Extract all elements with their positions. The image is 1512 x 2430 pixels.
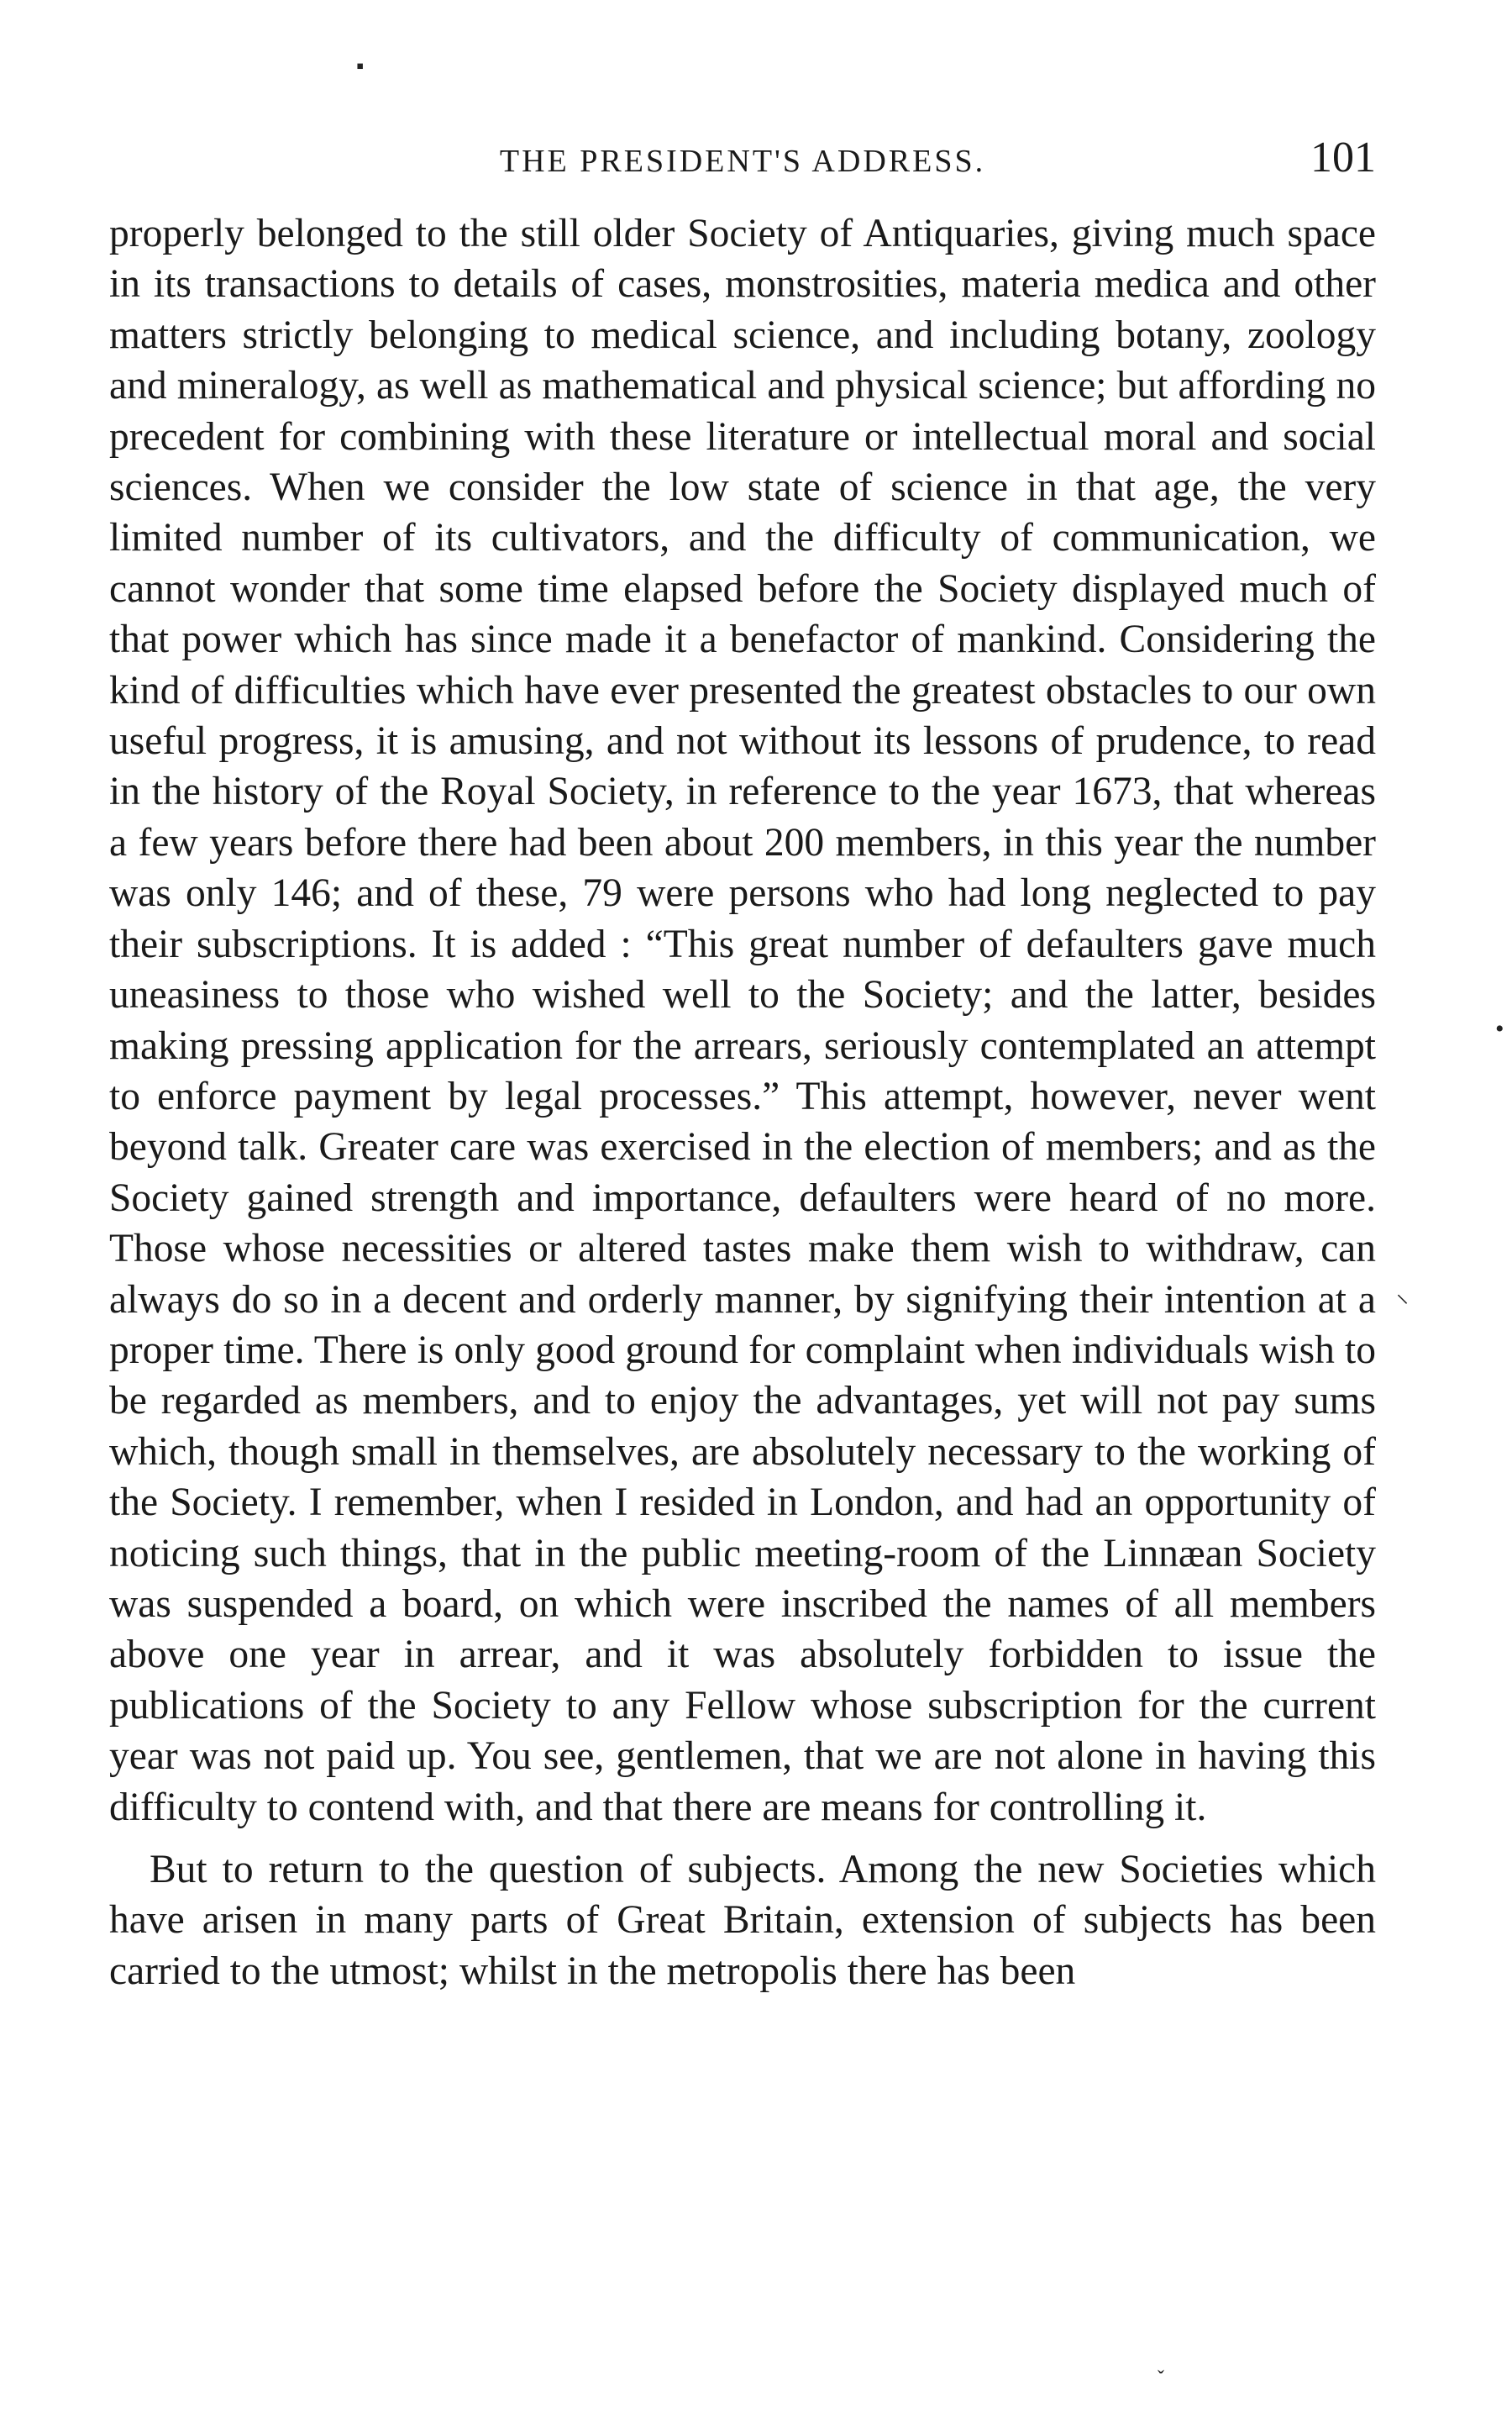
margin-tick-mark: ⸌ — [1396, 1291, 1409, 1318]
paragraph: properly belonged to the still older Society of Antiquaries, giving much space in its transactions to details of cases, monstrosities, materia medica and other matters strictly belonging to medical science, and including botany, zoology and mineralogy, as well as mathematical and physical science; but affording no precedent for combining with these literature or intellectual moral and social sciences. When we consider the low state of science in that age, the very limited number of its cultivators, and the difficulty of communication, we cannot wonder that some time elapsed before the Society displayed much of that power which has since made it a benefactor of mankind. Considering the kind of difficulties which have ever presented the greatest obstacles to our own useful progress, it is amusing, and not without its lessons of prudence, to read in the history of the Royal Society, in reference to the year 1673, that whereas a few years before there had been about 200 members, in this year the number was only 146; and of these, 79 were persons who had long neglected to pay their subscriptions. It is added : “This great number of defaulters gave much uneasiness to those who wished well to the Society; and the latter, besides making pressing application for the arrears, seriously contemplated an attempt to enforce payment by legal processes.” This attempt, however, never went beyond talk. Greater care was exercised in the election of members; and as the Society gained strength and importance, defaulters were heard of no more. Those whose necessities or altered tastes make them wish to withdraw, can always do so in a decent and orderly manner, by signifying their intention at a proper time. There is only good ground for complaint when individuals wish to be regarded as members, and to enjoy the advantages, yet will not pay sums which, though small in themselves, are absolutely necessary to the working of the Society. I remember, when I resided in London, and had an opportunity of noticing such things, that in the public meeting-room of the Linnæan Society was suspended a board, on which were inscribed the names of all members above one year in arrear, and it was absolutely forbidden to issue the publications of the Society to any Fellow whose subscription for the current year was not paid up. You see, gentlemen, that we are not alone in having this difficulty to contend with, and that there are means for controlling it. — [109, 212, 1376, 1829]
page-number: 101 — [1310, 134, 1376, 181]
print-speck-mark: ˇ — [1158, 2368, 1164, 2390]
body-text — [109, 208, 1376, 1996]
print-speck-mark: ▪ — [356, 54, 365, 78]
paragraph: But to return to the question of subjects. Among the new Societies which have arisen in many parts of Great Britain, extension of subjects has been carried to the utmost; whilst in the metropolis there has been — [109, 1848, 1376, 1993]
running-title: THE PRESIDENT'S ADDRESS. — [499, 144, 986, 179]
running-head — [109, 133, 1376, 192]
margin-dot-mark: • — [1495, 1015, 1504, 1043]
